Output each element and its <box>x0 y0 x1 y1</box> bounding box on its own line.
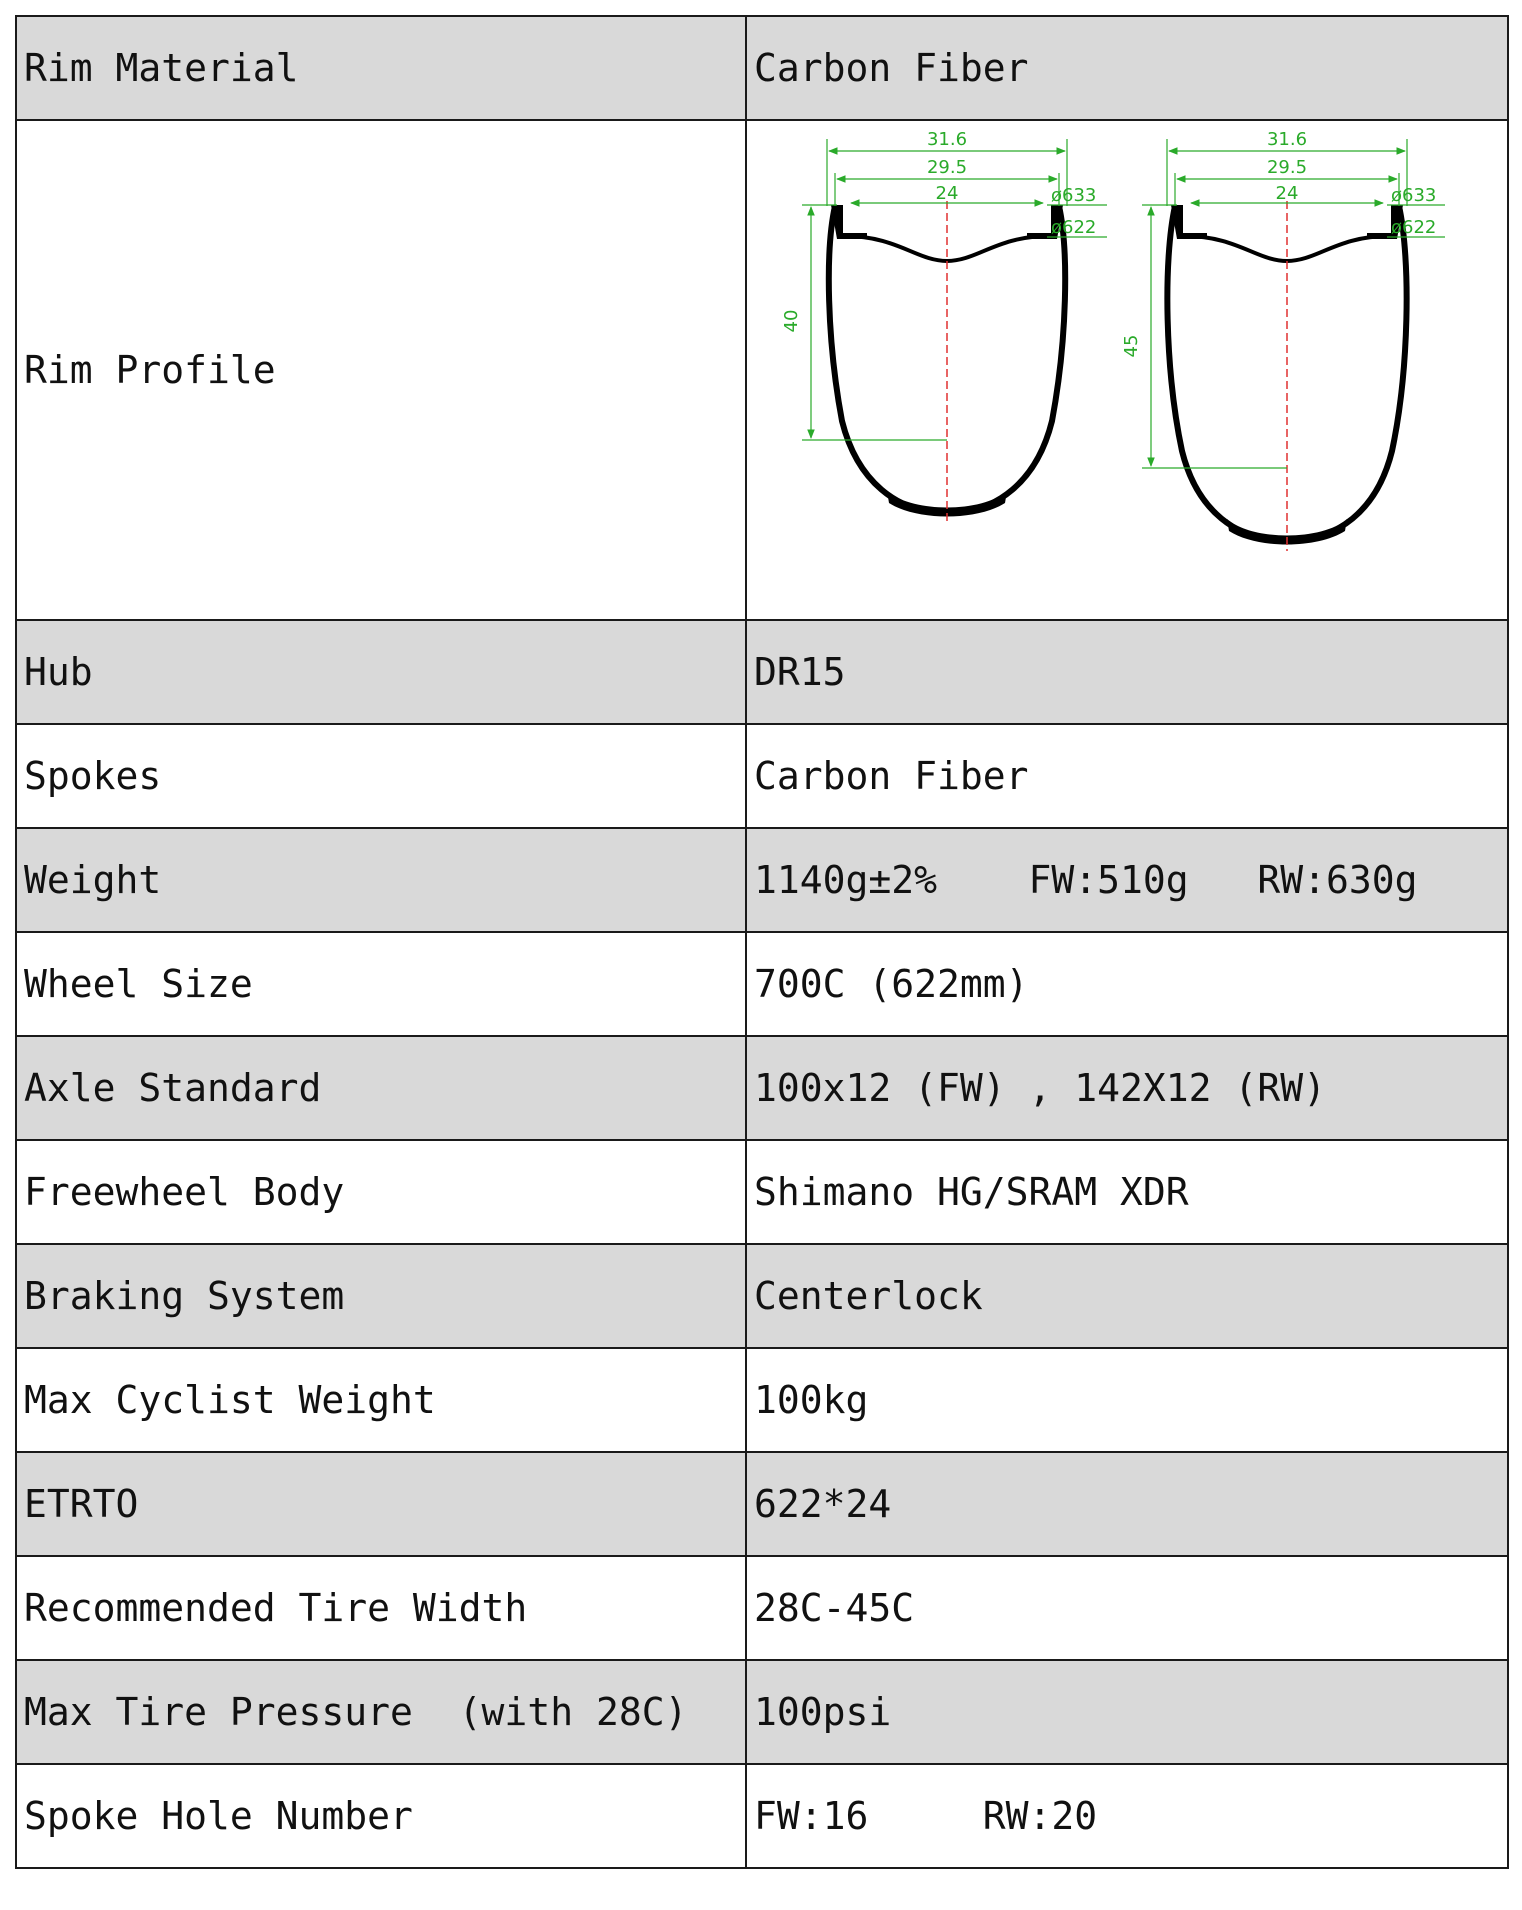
rim-profile-45 <box>1121 129 1445 551</box>
row-label: ETRTO <box>16 1452 746 1556</box>
table-row <box>16 1140 1508 1244</box>
row-label: Braking System <box>16 1244 746 1348</box>
row-value: Centerlock <box>746 1244 1508 1348</box>
dim-inner-hook: 29.5 <box>926 157 968 178</box>
dim-inner-width: 24 <box>935 183 959 204</box>
dim-bsd-inner: ø622 <box>1391 217 1437 238</box>
table-row <box>16 1244 1508 1348</box>
dim-inner-width: 24 <box>1275 183 1299 204</box>
row-label: Freewheel Body <box>16 1140 746 1244</box>
row-label: Weight <box>16 828 746 932</box>
table-row <box>16 828 1508 932</box>
table-row <box>16 932 1508 1036</box>
dim-inner-hook: 29.5 <box>1266 157 1308 178</box>
row-label: Recommended Tire Width <box>16 1556 746 1660</box>
table-row <box>16 1764 1508 1868</box>
table-row <box>16 16 1508 120</box>
dim-outer-width: 31.6 <box>1266 129 1308 150</box>
row-value: 100psi <box>746 1660 1508 1764</box>
row-value: 100x12 (FW) , 142X12 (RW) <box>746 1036 1508 1140</box>
dim-outer-width: 31.6 <box>926 129 968 150</box>
row-value: 28C-45C <box>746 1556 1508 1660</box>
row-value: DR15 <box>746 620 1508 724</box>
row-label: Spoke Hole Number <box>16 1764 746 1868</box>
table-row <box>16 120 1508 620</box>
spec-table <box>15 15 1509 1869</box>
table-row <box>16 1556 1508 1660</box>
row-value: 700C (622mm) <box>746 932 1508 1036</box>
table-row <box>16 620 1508 724</box>
row-label: Axle Standard <box>16 1036 746 1140</box>
row-value: FW:16 RW:20 <box>746 1764 1508 1868</box>
row-label: Spokes <box>16 724 746 828</box>
row-label: Max Cyclist Weight <box>16 1348 746 1452</box>
table-row <box>16 1452 1508 1556</box>
rim-profile-40 <box>781 129 1107 521</box>
row-value: Shimano HG/SRAM XDR <box>746 1140 1508 1244</box>
row-label: Rim Material <box>16 16 746 120</box>
table-row <box>16 1660 1508 1764</box>
rim-profile-drawing <box>747 121 1507 619</box>
row-label: Hub <box>16 620 746 724</box>
table-row <box>16 1036 1508 1140</box>
dim-depth: 40 <box>781 309 802 333</box>
dim-bsd-inner: ø622 <box>1051 217 1097 238</box>
row-label: Rim Profile <box>16 120 746 620</box>
left-hook <box>831 205 867 239</box>
row-value: 100kg <box>746 1348 1508 1452</box>
table-row <box>16 724 1508 828</box>
row-value: 1140g±2% FW:510g RW:630g <box>746 828 1508 932</box>
row-value: Carbon Fiber <box>746 16 1508 120</box>
dim-depth: 45 <box>1121 334 1142 358</box>
row-label: Max Tire Pressure (with 28C) <box>16 1660 746 1764</box>
row-value: Carbon Fiber <box>746 724 1508 828</box>
row-label: Wheel Size <box>16 932 746 1036</box>
dim-bsd-outer: ø633 <box>1051 185 1097 206</box>
table-row <box>16 1348 1508 1452</box>
row-value: 622*24 <box>746 1452 1508 1556</box>
dim-bsd-outer: ø633 <box>1391 185 1437 206</box>
left-hook <box>1171 205 1207 239</box>
rim-profile-drawing-cell <box>746 120 1508 620</box>
